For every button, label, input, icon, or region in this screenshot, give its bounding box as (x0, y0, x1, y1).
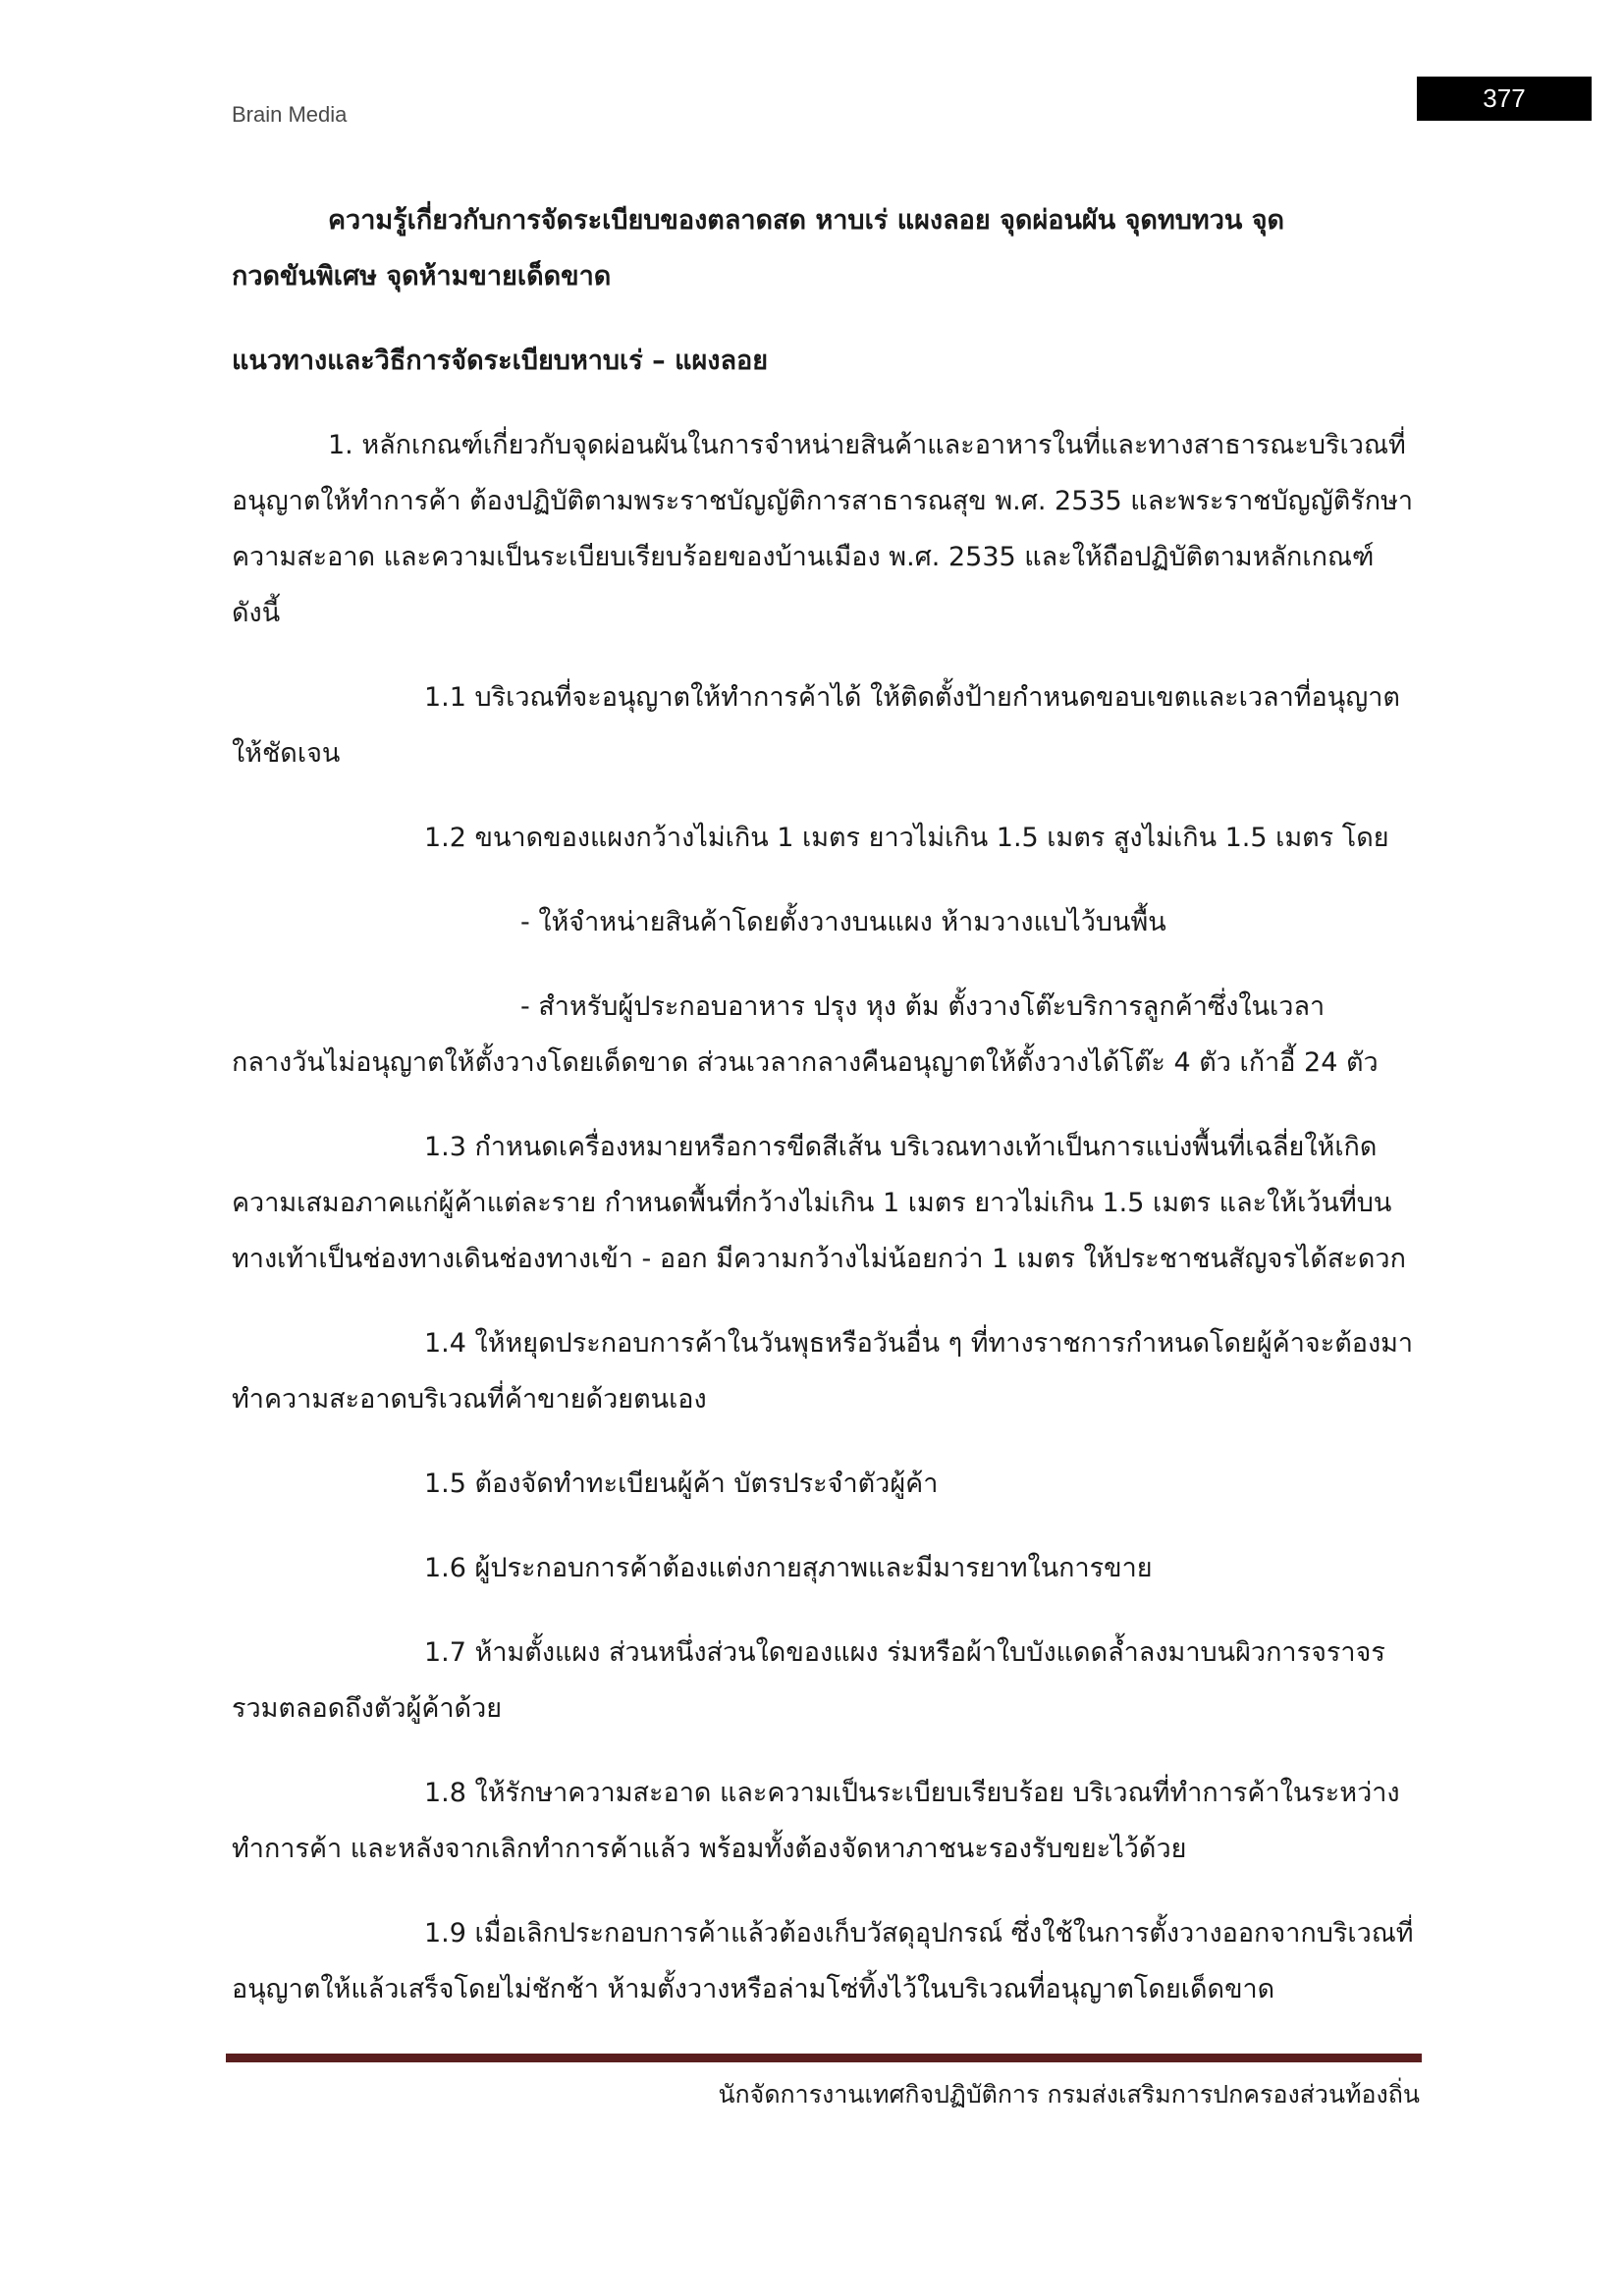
item-1-9-line-2: อนุญาตให้แล้วเสร็จโดยไม่ชักช้า ห้ามตั้งวางหรือล่ามโซ่ทิ้งไว้ในบริเวณที่อนุญาตโดยเด็ดขาด (232, 1974, 1275, 2004)
item-1-7-line-1: 1.7 ห้ามตั้งแผง ส่วนหนึ่งส่วนใดของแผง ร่มหรือผ้าใบบังแดดล้ำลงมาบนผิวการจราจร (424, 1637, 1385, 1668)
page-number: 377 (1417, 77, 1592, 121)
item-1-2: 1.2 ขนาดของแผงกว้างไม่เกิน 1 เมตร ยาวไม่เกิน 1.5 เมตร สูงไม่เกิน 1.5 เมตร โดย (424, 823, 1389, 853)
item-1-3-line-1: 1.3 กำหนดเครื่องหมายหรือการขีดสีเส้น บริเวณทางเท้าเป็นการแบ่งพื้นที่เฉลี่ยให้เกิด (424, 1132, 1378, 1162)
item-1-4-line-2: ทำความสะอาดบริเวณที่ค้าขายด้วยตนเอง (232, 1384, 707, 1415)
footer-text: นักจัดการงานเทศกิจปฏิบัติการ กรมส่งเสริมการปกครองส่วนท้องถิ่น (718, 2080, 1420, 2109)
page-body (232, 192, 1420, 2017)
item-1-1-line-2: ให้ชัดเจน (232, 738, 341, 769)
publisher-name: Brain Media (232, 102, 348, 127)
paragraph-1-line-2: อนุญาตให้ทำการค้า ต้องปฏิบัติตามพระราชบัญญัติการสาธารณสุข พ.ศ. 2535 และพระราชบัญญัติรักษา (232, 486, 1414, 516)
footer-divider (226, 2054, 1422, 2062)
paragraph-1-line-4: ดังนี้ (232, 598, 281, 628)
title-line-1: ความรู้เกี่ยวกับการจัดระเบียบของตลาดสด หาบเร่ แผงลอย จุดผ่อนผัน จุดทบทวน จุด (328, 205, 1285, 236)
item-1-1-line-1: 1.1 บริเวณที่จะอนุญาตให้ทำการค้าได้ ให้ติดตั้งป้ายกำหนดขอบเขตและเวลาที่อนุญาต (424, 682, 1400, 713)
item-1-3-line-3: ทางเท้าเป็นช่องทางเดินช่องทางเข้า - ออก มีความกว้างไม่น้อยกว่า 1 เมตร ให้ประชาชนสัญจรได้สะดวก (232, 1244, 1406, 1274)
item-1-5: 1.5 ต้องจัดทำทะเบียนผู้ค้า บัตรประจำตัวผู้ค้า (424, 1468, 939, 1499)
paragraph-1-line-3: ความสะอาด และความเป็นระเบียบเรียบร้อยของบ้านเมือง พ.ศ. 2535 และให้ถือปฏิบัติตามหลักเกณฑ์ (232, 542, 1375, 572)
item-1-3-line-2: ความเสมอภาคแก่ผู้ค้าแต่ละราย กำหนดพื้นที่กว้างไม่เกิน 1 เมตร ยาวไม่เกิน 1.5 เมตร และให้เว้นที่บน (232, 1188, 1392, 1218)
item-1-8-line-2: ทำการค้า และหลังจากเลิกทำการค้าแล้ว พร้อมทั้งต้องจัดหาภาชนะรองรับขยะไว้ด้วย (232, 1834, 1187, 1864)
item-1-4-line-1: 1.4 ให้หยุดประกอบการค้าในวันพุธหรือวันอื่น ๆ ที่ทางราชการกำหนดโดยผู้ค้าจะต้องมา (424, 1328, 1414, 1359)
item-1-2-bullet-b-line-1: - สำหรับผู้ประกอบอาหาร ปรุง หุง ต้ม ตั้งวางโต๊ะบริการลูกค้าซึ่งในเวลา (520, 991, 1326, 1022)
item-1-2-bullet-b-line-2: กลางวันไม่อนุญาตให้ตั้งวางโดยเด็ดขาด ส่วนเวลากลางคืนอนุญาตให้ตั้งวางได้โต๊ะ 4 ตัว เก้าอี้ 24 ตัว (232, 1047, 1379, 1078)
paragraph-1-line-1: 1. หลักเกณฑ์เกี่ยวกับจุดผ่อนผันในการจำหน่ายสินค้าและอาหารในที่และทางสาธารณะบริเวณที่ (328, 430, 1406, 460)
item-1-2-bullet-a: - ให้จำหน่ายสินค้าโดยตั้งวางบนแผง ห้ามวางแบไว้บนพื้น (520, 907, 1166, 937)
title-line-2: กวดขันพิเศษ จุดห้ามขายเด็ดขาด (232, 261, 612, 292)
item-1-7-line-2: รวมตลอดถึงตัวผู้ค้าด้วย (232, 1693, 503, 1724)
item-1-6: 1.6 ผู้ประกอบการค้าต้องแต่งกายสุภาพและมีมารยาทในการขาย (424, 1553, 1153, 1583)
item-1-8-line-1: 1.8 ให้รักษาความสะอาด และความเป็นระเบียบเรียบร้อย บริเวณที่ทำการค้าในระหว่าง (424, 1778, 1400, 1808)
item-1-9-line-1: 1.9 เมื่อเลิกประกอบการค้าแล้วต้องเก็บวัสดุอุปกรณ์ ซึ่งใช้ในการตั้งวางออกจากบริเวณที่ (424, 1918, 1414, 1949)
section-heading: แนวทางและวิธีการจัดระเบียบหาบเร่ – แผงลอย (232, 346, 769, 376)
